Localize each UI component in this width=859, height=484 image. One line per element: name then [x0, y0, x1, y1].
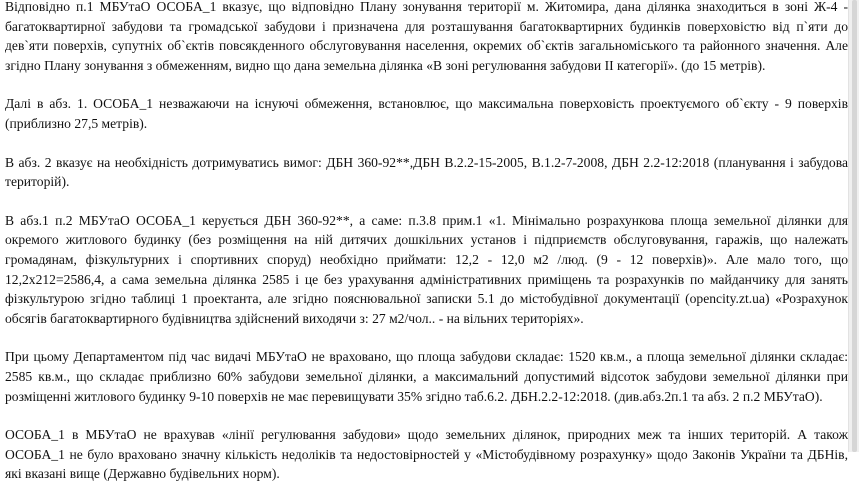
paragraph-zoning-plan: Відповідно п.1 МБУтаО ОСОБА_1 вказує, що відповідно Плану зонування території м. Житомира, дана ділянка знаходиться в зоні Ж-4 - багатоквартирної забудови та громадської забудови і призначена для розташування багатоквартирних будинків поверховістю від п`яти до дев`яти поверхів, супутніх об`єктів повсякденного обслуговування населення, окремих об`єктів загальноміського та районного значення. Але згідно Плану зонування з обмеженням, видно що дана земельна ділянка «В зоні регулювання забудови II категорії». (до 15 метрів).	[5, 0, 848, 73]
vertical-scrollbar[interactable]	[848, 0, 859, 452]
paragraph-building-density: При цьому Департаментом під час видачі МБУтаО не враховано, що площа забудови складає: 1520 кв.м., а площа земельної ділянки складає: 2585 кв.м., що складає приблизно 60% забудови земельної ділянки, а максимальний допустимий відсоток забудови земельної ділянки при розміщенні житлового будинку 9-10 поверхів не має перевищувати 35% згідно таб.6.2. ДБН.2.2-12:2018. (див.абз.2п.1 та абз. 2 п.2 МБУтаО).	[5, 349, 848, 404]
paragraph-max-floors: Далі в абз. 1. ОСОБА_1 незважаючи на існуючі обмеження, встановлює, що максимальна поверховість проектуємого об`єкту - 9 поверхів (приблизно 27,5 метрів).	[5, 96, 848, 131]
paragraph-land-area-calculation: В абз.1 п.2 МБУтаО ОСОБА_1 керується ДБН 360-92**, а саме: п.3.8 прим.1 «1. Мінімально розрахункова площа земельної ділянки для окремого житлового будинку (без розміщення на ній дитячих дошкільних установ і підприємств обслуговування, гаражів, що належать громадянам, фізкультурних і спортивних споруд) необхідно приймати: 12,2 - 12,0 м2 /люд. (9 - 12 поверхів)». Але мало того, що 12,2х212=2586,4, а сама земельна ділянка 2585 і це без урахування адміністративних приміщень та розрахунків по майданчику для занять фізкультурою згідно таблиці 1 проектанта, але згідно пояснювальної записки 5.1 до містобудівної документації (opencity.zt.ua) «Розрахунок обсягів багатоквартирного будівництва здійснений виходячи з: 27 м2/чол.. - на вільних територіях».	[5, 212, 848, 326]
scrollbar-thumb[interactable]	[852, 0, 857, 452]
paragraph-dbn-requirements: В абз. 2 вказує на необхідність дотримуватись вимог: ДБН 360-92**,ДБН В.2.2-15-2005, В.1.2-7-2008, ДБН 2.2-12:2018 (планування і забудова територій).	[5, 154, 848, 190]
paragraph-regulation-lines: ОСОБА_1 в МБУтаО не врахував «лінії регулювання забудови» щодо земельних ділянок, природних меж та інших територій. А також ОСОБА_1 не було враховано значну кількість недоліків та недостовірностей у «Містобудівному розрахунку» щодо Законів України та ДБНів, які вказані вище (Державно будівельних норм).	[5, 427, 848, 482]
